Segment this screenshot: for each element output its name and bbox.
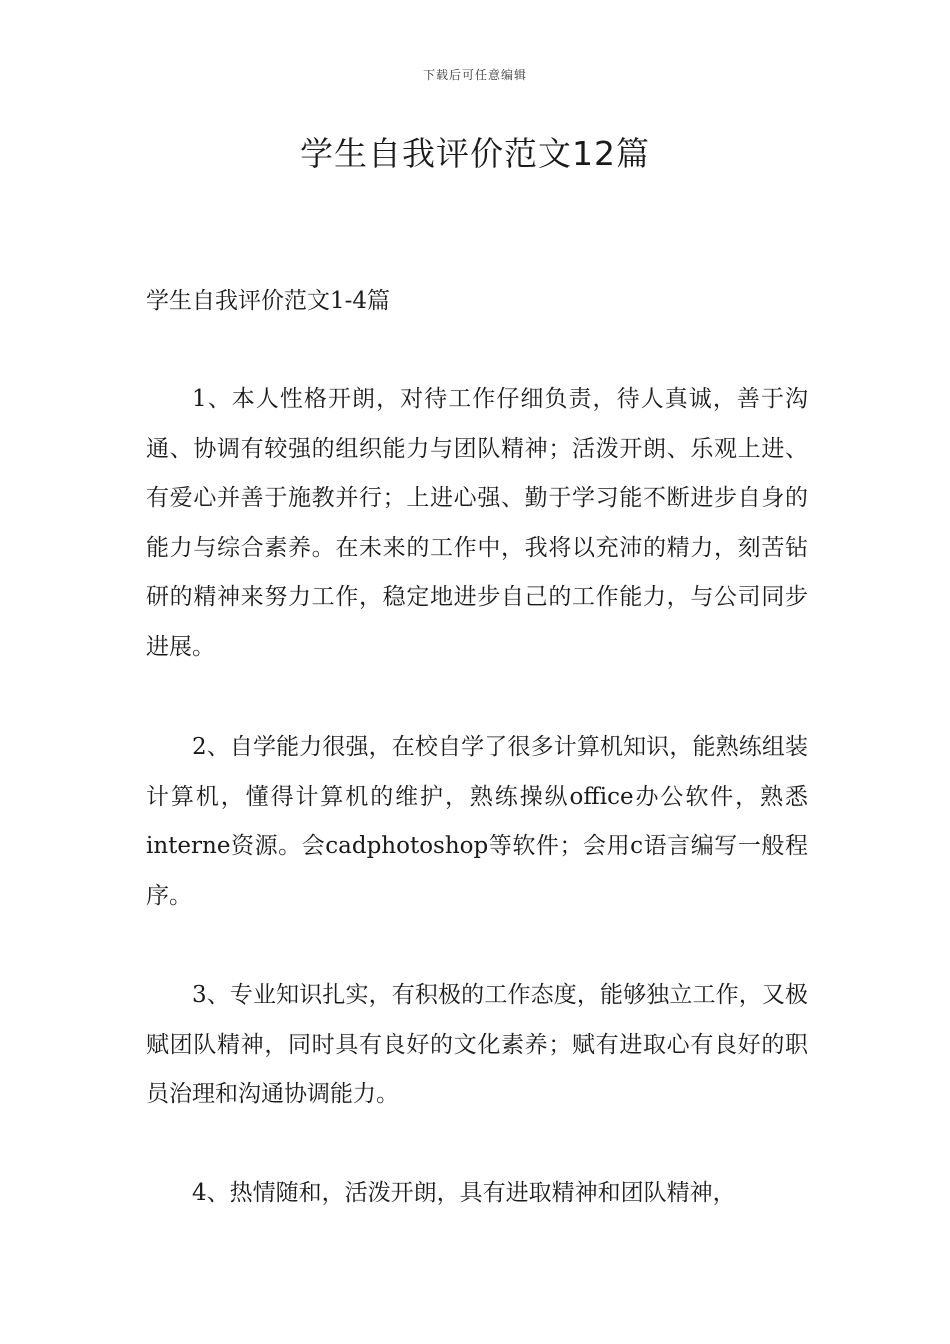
paragraph-1-block	[146, 375, 808, 673]
paragraph-1: 1、本人性格开朗，对待工作仔细负责，待人真诚，善于沟通、协调有较强的组织能力与团队精神；活泼开朗、乐观上进、有爱心并善于施教并行；上进心强、勤于学习能不断进步自身的能力与综合素养。在未来的工作中，我将以充沛的精力，刻苦钻研的精神来努力工作，稳定地进步自己的工作能力，与公司同步进展。	[146, 386, 808, 660]
document-title: 学生自我评价范文12篇	[300, 134, 650, 173]
section-heading: 学生自我评价范文1-4篇	[146, 288, 391, 314]
paragraph-4-block	[146, 1169, 808, 1219]
paragraph-4: 4、热情随和，活泼开朗，具有进取精神和团队精神，	[192, 1180, 736, 1206]
paragraph-3: 3、专业知识扎实，有积极的工作态度，能够独立工作，又极赋团队精神，同时具有良好的文化素养；赋有进取心有良好的职员治理和沟通协调能力。	[146, 982, 808, 1108]
paragraph-2: 2、自学能力很强，在校自学了很多计算机知识，能熟练组装计算机，懂得计算机的维护，熟练操纵office办公软件，熟悉interne资源。会cadphotoshop等软件；会用c语言编写一般程序。	[146, 734, 808, 909]
header-note: 下载后可任意编辑	[422, 68, 527, 82]
paragraph-2-block	[146, 723, 808, 921]
paragraph-3-block	[146, 971, 808, 1120]
